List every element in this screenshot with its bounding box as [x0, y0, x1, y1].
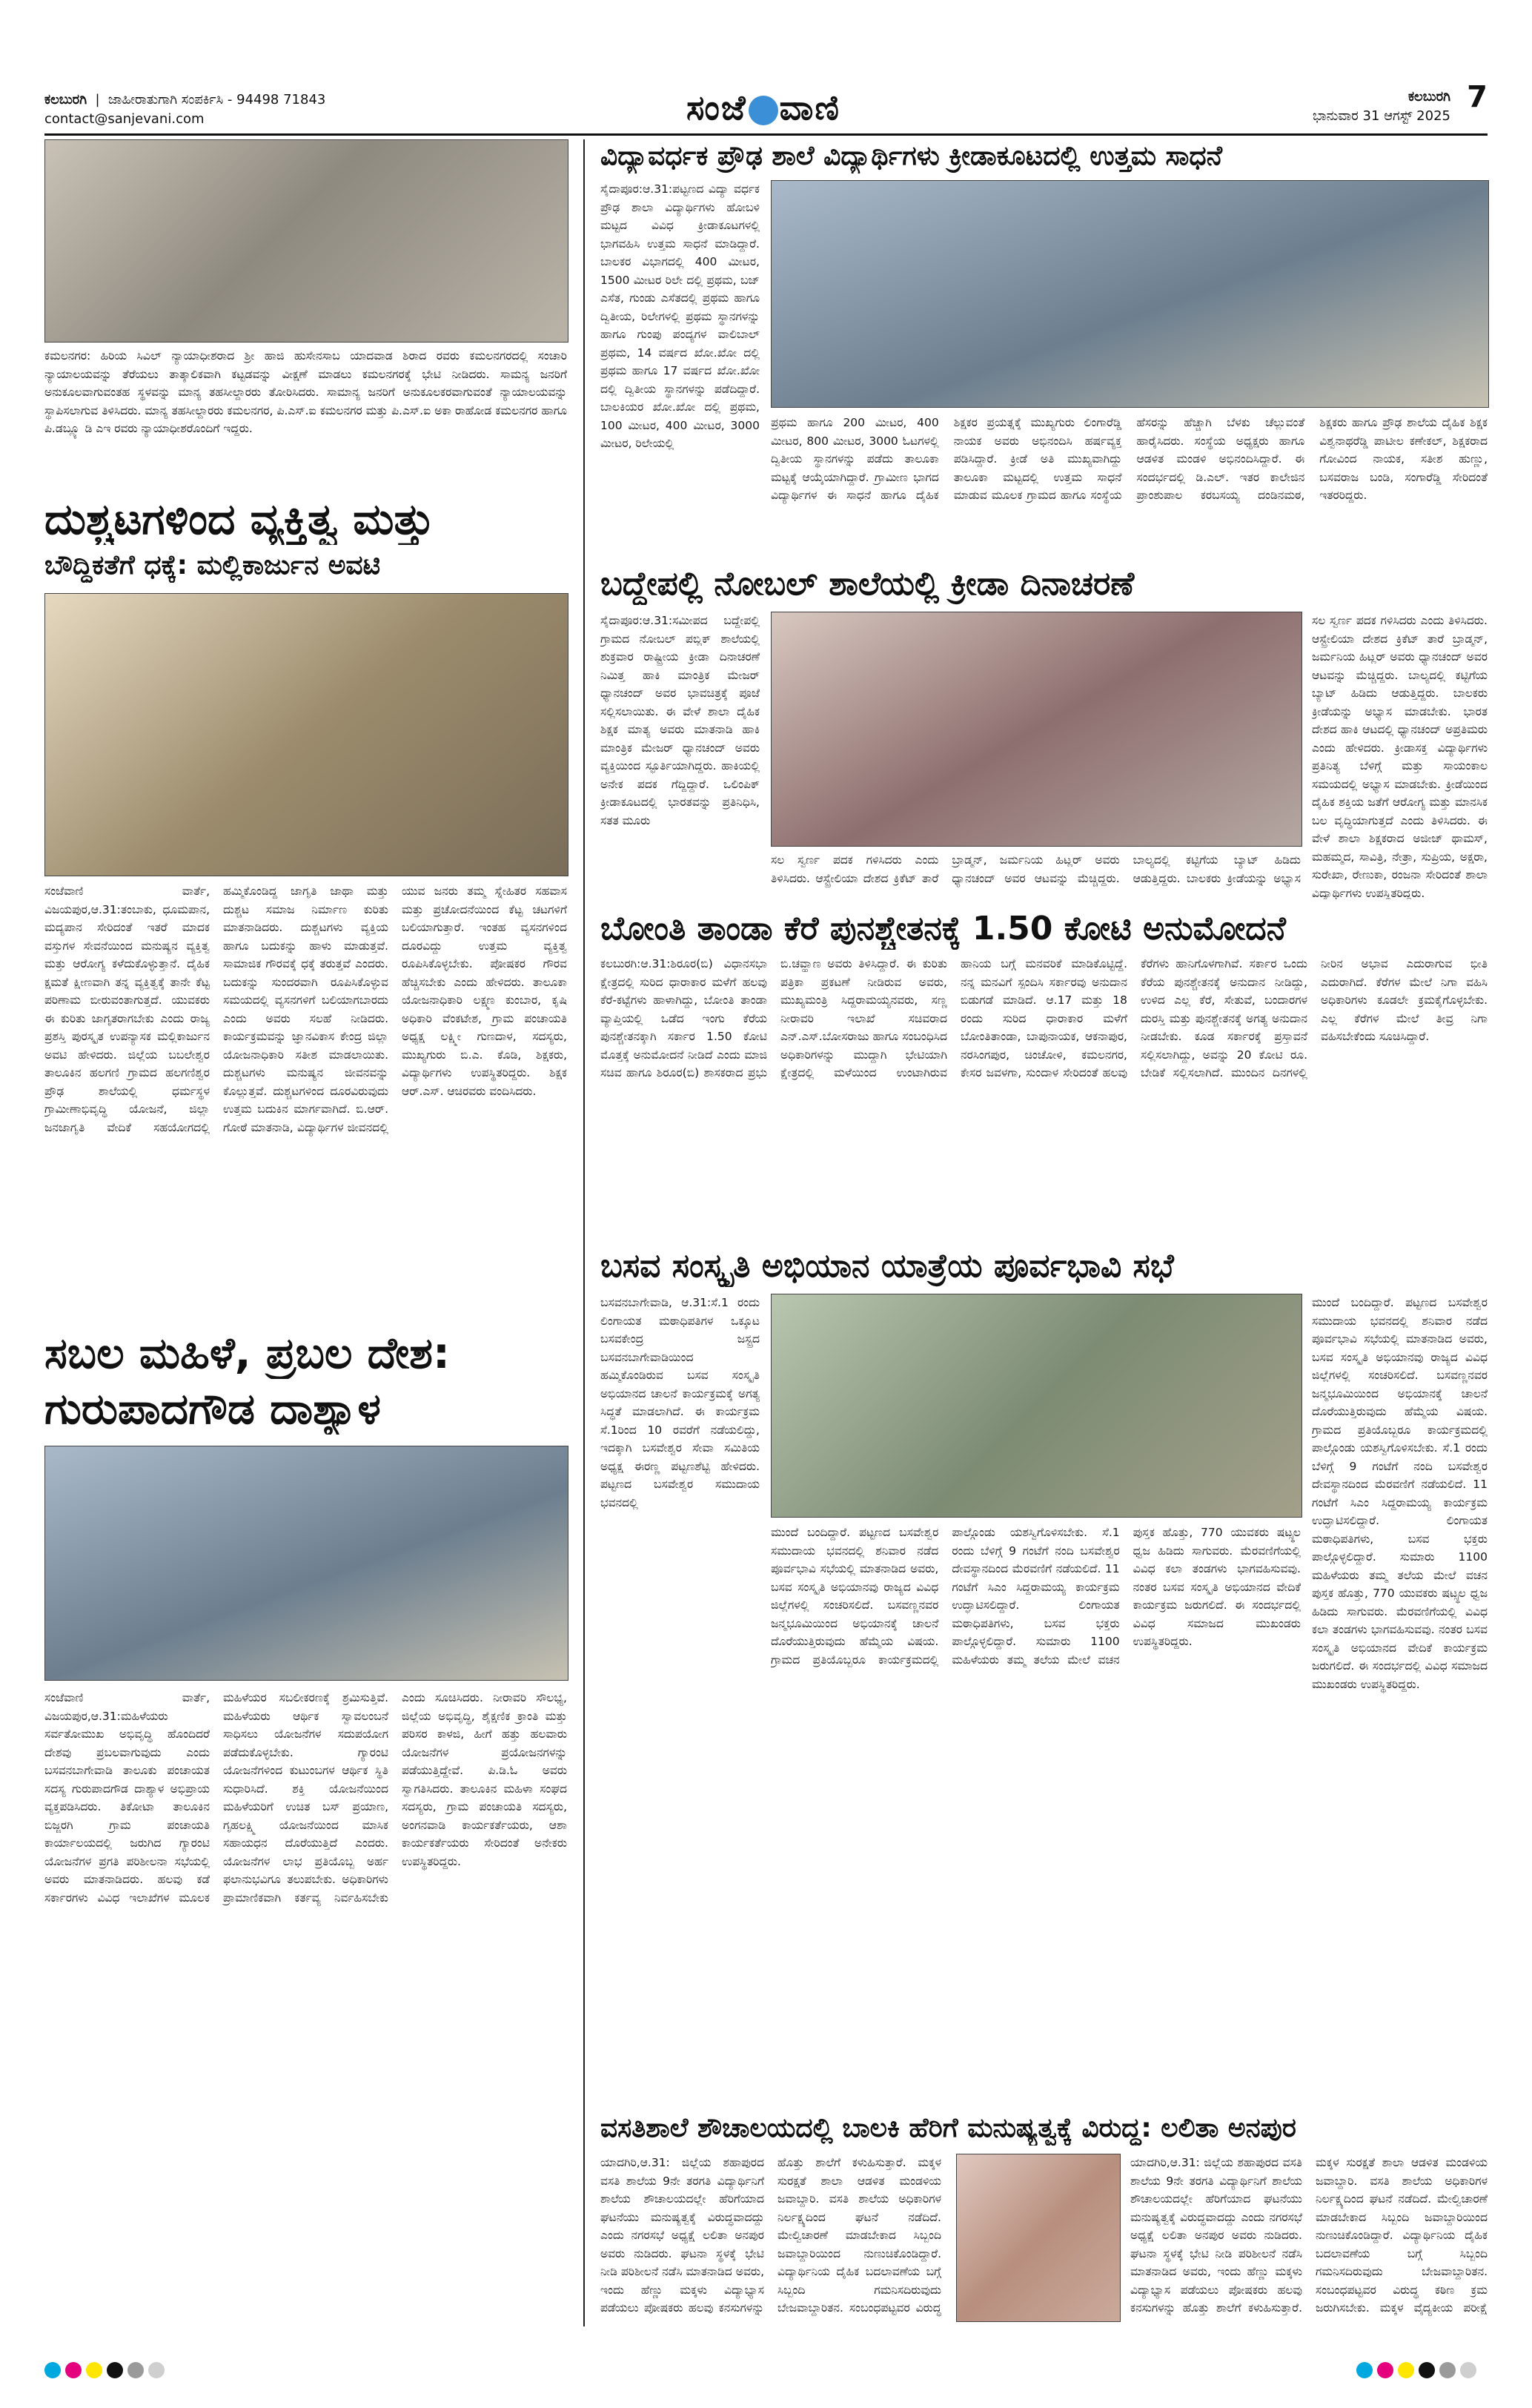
a1-headline: ವಿದ್ಯಾವರ್ಧಕ ಪ್ರೌಢ ಶಾಲೆ ವಿದ್ಯಾರ್ಥಿಗಳು ಕ್ರೀಡಾಕೂಟದಲ್ಲಿ ಉತ್ತಮ ಸಾಧನೆ [600, 141, 1223, 171]
masthead-logo [652, 87, 875, 139]
a4-body-side: ಸೈದಾಪೂರ:ಆ.31:ಸಮೀಪದ ಬದ್ದೇಪಲ್ಲಿ ಗ್ರಾಮದ ನೋಬಲ್ ಪಬ್ಲಿಕ್ ಶಾಲೆಯಲ್ಲಿ ಶುಕ್ರವಾರ ರಾಷ್ಟ್ರೀಯ ಕ್ರೀಡಾ ದಿನಾಚರಣೆ ನಿಮಿತ್ತ ಹಾಕಿ ಮಾಂತ್ರಿಕ ಮೇಜರ್ ಧ್ಯಾನಚಂದ್ ಅವರ ಭಾವಚಿತ್ರಕ್ಕೆ ಪೂಜೆ ಸಲ್ಲಿಸಲಾಯಿತು. ಈ ವೇಳೆ ಶಾಲಾ ದೈಹಿಕ ಶಿಕ್ಷಕ ಮಾತ್ಯ ಅವರು ಮಾತನಾಡಿ ಹಾಕಿ ಮಾಂತ್ರಿಕ ಮೇಜರ್ ಧ್ಯಾನಚಂದ್ ಅವರು ವ್ಯಕ್ತಿಯಿಂದ ಸ್ಫೂರ್ತಿಯಾಗಿದ್ದರು. ಹಾಕಿಯಲ್ಲಿ ಅನೇಕ ಪದಕ ಗೆದ್ದಿದ್ದಾರೆ. ಒಲಿಂಪಿಕ್ ಕ್ರೀಡಾಕೂಟದಲ್ಲಿ ಭಾರತವನ್ನು ಪ್ರತಿನಿಧಿಸಿ, ಸತತ ಮೂರು [600, 614, 760, 827]
a6-body: ಮುಂದೆ ಬಂದಿದ್ದಾರೆ. ಪಟ್ಟಣದ ಬಸವೇಶ್ವರ ಸಮುದಾಯ ಭವನದಲ್ಲಿ ಶನಿವಾರ ನಡೆದ ಪೂರ್ವಭಾವಿ ಸಭೆಯಲ್ಲಿ ಮಾತನಾಡಿದ ಅವರು, ಬಸವ ಸಂಸ್ಕೃತಿ ಅಭಿಯಾನವು ರಾಜ್ಯದ ವಿವಿಧ ಜಿಲ್ಲೆಗಳಲ್ಲಿ ಸಂಚರಿಸಲಿದೆ. ಬಸವಣ್ಣನವರ ಜನ್ಮಭೂಮಿಯಿಂದ ಅಭಿಯಾನಕ್ಕೆ ಚಾಲನೆ ದೊರೆಯುತ್ತಿರುವುದು ಹೆಮ್ಮೆಯ ವಿಷಯ. ಗ್ರಾಮದ ಪ್ರತಿಯೊಬ್ಬರೂ ಕಾರ್ಯಕ್ರಮದಲ್ಲಿ ಪಾಲ್ಗೊಂಡು ಯಶಸ್ವಿಗೊಳಿಸಬೇಕು. ಸೆ.1 ರಂದು ಬೆಳಿಗ್ಗೆ 9 ಗಂಟೆಗೆ ನಂದಿ ಬಸವೇಶ್ವರ ದೇವಸ್ಥಾನದಿಂದ ಮೆರವಣಿಗೆ ನಡೆಯಲಿದೆ. 11 ಗಂಟೆಗೆ ಸಿಎಂ ಸಿದ್ದರಾಮಯ್ಯ ಕಾರ್ಯಕ್ರಮ ಉದ್ಘಾಟಿಸಲಿದ್ದಾರೆ. ಲಿಂಗಾಯತ ಮಠಾಧಿಪತಿಗಳು, ಬಸವ ಭಕ್ತರು ಪಾಲ್ಗೊಳ್ಳಲಿದ್ದಾರೆ. ಸುಮಾರು 1100 ಮಹಿಳೆಯರು ತಮ್ಮ ತಲೆಯ ಮೇಲೆ ವಚನ ಪುಸ್ತಕ ಹೊತ್ತು, 770 ಯುವಕರು ಷಟ್ಸ್ಥಲ ಧ್ವಜ ಹಿಡಿದು ಸಾಗುವರು. ಮೆರವಣಿಗೆಯಲ್ಲಿ ವಿವಿಧ ಕಲಾ ತಂಡಗಳು ಭಾಗವಹಿಸುವವು. ನಂತರ ಬಸವ ಸಂಸ್ಕೃತಿ ಅಭಿಯಾನದ ವೇದಿಕೆ ಕಾರ್ಯಕ್ರಮ ಜರುಗಲಿದೆ. ಈ ಸಂದರ್ಭದಲ್ಲಿ ವಿವಿಧ ಸಮಾಜದ ಮುಖಂಡರು ಉಪಸ್ಥಿತರಿದ್ದರು. [771, 1526, 1301, 1667]
a5-body: ಕಲಬುರಗಿ:ಆ.31:ಶಿರೂರ(ಬಿ) ವಿಧಾನಸಭಾ ಕ್ಷೇತ್ರದಲ್ಲಿ ಸುರಿದ ಧಾರಾಕಾರ ಮಳೆಗೆ ಹಲವು ಕೆರೆ-ಕಟ್ಟೆಗಳು ಹಾಳಾಗಿದ್ದು, ಬೋಂತಿ ತಾಂಡಾ ವ್ಯಾಪ್ತಿಯಲ್ಲಿ ಒಡೆದ ಇಂಗು ಕೆರೆಯ ಪುನಶ್ಚೇತನಕ್ಕಾಗಿ ಸರ್ಕಾರ 1.50 ಕೋಟಿ ಮೊತ್ತಕ್ಕೆ ಅನುಮೋದನೆ ನೀಡಿದೆ ಎಂದು ಮಾಜಿ ಸಚಿವ ಹಾಗೂ ಶಿರೂರ(ಬಿ) ಶಾಸಕರಾದ ಪ್ರಭು ಬಿ.ಚವ್ಹಾಣ ಅವರು ತಿಳಿಸಿದ್ದಾರೆ. ಈ ಕುರಿತು ಪತ್ರಿಕಾ ಪ್ರಕಟಣೆ ನೀಡಿರುವ ಅವರು, ಮುಖ್ಯಮಂತ್ರಿ ಸಿದ್ದರಾಮಯ್ಯನವರು, ಸಣ್ಣ ನೀರಾವರಿ ಇಲಾಖೆ ಸಚಿವರಾದ ಎನ್.ಎಸ್.ಬೋಸರಾಜು ಹಾಗೂ ಸಂಬಂಧಿಸಿದ ಅಧಿಕಾರಿಗಳನ್ನು ಮುದ್ದಾಗಿ ಭೇಟಿಯಾಗಿ ಕ್ಷೇತ್ರದಲ್ಲಿ ಮಳೆಯಿಂದ ಉಂಟಾಗಿರುವ ಹಾನಿಯ ಬಗ್ಗೆ ಮನವರಿಕೆ ಮಾಡಿಕೊಟ್ಟಿದ್ದೆ. ನನ್ನ ಮನವಿಗೆ ಸ್ಪಂದಿಸಿ ಸರ್ಕಾರವು ಅನುದಾನ ಬಿಡುಗಡೆ ಮಾಡಿದೆ. ಆ.17 ಮತ್ತು 18 ರಂದು ಸುರಿದ ಧಾರಾಕಾರ ಮಳೆಗೆ ಬೋಂತಿತಾಂಡಾ, ಬಾಪುನಾಯಕ, ಆಕನಾಪುರ, ನರಸಿಂಗಪುರ, ಚಿಂಚೋಳಿ, ಕಮಲನಗರ, ಕೇಸರ ಜವಳಗಾ, ಸುಂದಾಳ ಸೇರಿದಂತೆ ಹಲವು ಕೆರೆಗಳು ಹಾನಿಗೊಳಗಾಗಿವೆ. ಸರ್ಕಾರ ಒಂದು ಕೆರೆಯ ಪುನಶ್ಚೇತನಕ್ಕೆ ಅನುದಾನ ನೀಡಿದ್ದು, ಉಳಿದ ಎಲ್ಲ ಕೆರೆ, ಸೇತುವೆ, ಬಂದಾರಗಳ ದುರಸ್ತಿ ಮತ್ತು ಪುನಶ್ಚೇತನಕ್ಕೆ ಅಗತ್ಯ ಅನುದಾನ ನೀಡಬೇಕು. ಕೂಡ ಸರ್ಕಾರಕ್ಕೆ ಪ್ರಸ್ತಾವನೆ ಸಲ್ಲಿಸಲಾಗಿದ್ದು, ಅವನ್ನು 20 ಕೋಟಿ ರೂ. ಬೇಡಿಕೆ ಸಲ್ಲಿಸಲಾಗಿದೆ. ಮುಂದಿನ ದಿನಗಳಲ್ಲಿ ನೀರಿನ ಅಭಾವ ಎದುರಾಗುವ ಭೀತಿ ಎದುರಾಗಿದೆ. ಕೆರೆಗಳ ಮೇಲೆ ನಿಗಾ ವಹಿಸಿ ಅಧಿಕಾರಿಗಳು ಕೂಡಲೇ ಕ್ರಮಕೈಗೊಳ್ಳಬೇಕು. ಎಲ್ಲ ಕೆರೆಗಳ ಮೇಲೆ ತೀವ್ರ ನಿಗಾ ವಹಿಸಬೇಕೆಂದು ಸೂಚಿಸಿದ್ದಾರೆ. [600, 957, 1488, 1079]
a3-headline-2: ಗುರುಪಾದಗೌಡ ದಾಶ್ಯಾಳ [44, 1383, 381, 1434]
black-dot-icon [1419, 2362, 1435, 2378]
a1-body: ಪ್ರಥಮ ಹಾಗೂ 200 ಮೀಟರ, 400 ಮೀಟರ, 800 ಮೀಟರ, 3000 ಓಟಗಳಲ್ಲಿ ದ್ವಿತೀಯ ಸ್ಥಾನಗಳನ್ನು ಪಡೆದು ತಾಲೂಕಾ ಮಟ್ಟಕ್ಕೆ ಆಯ್ಕೆಯಾಗಿದ್ದಾರೆ. ಗ್ರಾಮೀಣ ಭಾಗದ ವಿದ್ಯಾರ್ಥಿಗಳ ಈ ಸಾಧನೆ ಹಾಗೂ ದೈಹಿಕ ಶಿಕ್ಷಕರ ಪ್ರಯತ್ನಕ್ಕೆ ಮುಖ್ಯಗುರು ಲಿಂಗಾರೆಡ್ಡಿ ನಾಯಕ ಅವರು ಅಭಿನಂದಿಸಿ ಹರ್ಷವ್ಯಕ್ತ ಪಡಿಸಿದ್ದಾರೆ. ಕ್ರೀಡೆ ಅತಿ ಮುಖ್ಯವಾಗಿದ್ದು ತಾಲೂಕಾ ಮಟ್ಟದಲ್ಲಿ ಉತ್ತಮ ಸಾಧನೆ ಮಾಡುವ ಮೂಲಕ ಗ್ರಾಮದ ಹಾಗೂ ಸಂಸ್ಥೆಯ ಹೆಸರನ್ನು ಹೆಚ್ಚಾಗಿ ಬೆಳಕು ಚೆಲ್ಲುವಂತೆ ಹಾರೈಸಿದರು. ಸಂಸ್ಥೆಯ ಅಧ್ಯಕ್ಷರು ಹಾಗೂ ಆಡಳಿತ ಮಂಡಳಿ ಅಭಿನಂದಿಸಿದ್ದಾರೆ. ಈ ಸಂದರ್ಭದಲ್ಲಿ ಡಿ.ಎಲ್. ಇತರ ಕಾಲೇಜಿನ ಪ್ರಾಂಶುಪಾಲ ಕರಬಸಯ್ಯ ದಂಡಿನಮಠ, ಶಿಕ್ಷಕರು ಹಾಗೂ ಪ್ರೌಢ ಶಾಲೆಯ ದೈಹಿಕ ಶಿಕ್ಷಕ ವಿಶ್ವನಾಥರೆಡ್ಡಿ ಪಾಟೀಲ ಕಣೇಕಲ್, ಶಿಕ್ಷಕರಾದ ಗೋವಿಂದ ನಾಯಕ, ಸತೀಶ ಹುಣ್ಣು, ಬಸವರಾಜ ಬಂಡಿ, ಸಂಗಾರೆಡ್ಡಿ ಸೇರಿದಂತೆ ಇತರರಿದ್ದರು. [771, 416, 1488, 502]
ad-contact: ಜಾಹೀರಾತುಗಾಗಿ ಸಂಪರ್ಕಿಸಿ - 94498 71843 [108, 92, 326, 108]
magenta-dot-icon [1377, 2362, 1393, 2378]
a6-headline: ಬಸವ ಸಂಸ್ಕೃತಿ ಅಭಿಯಾನ ಯಾತ್ರೆಯ ಪೂರ್ವಭಾವಿ ಸಭೆ [600, 1247, 1174, 1285]
black-dot-icon [107, 2362, 123, 2378]
header-city: ಕಲಬುರಗಿ [44, 92, 87, 108]
issue-date: ಭಾನುವಾರ 31 ಆಗಸ್ಟ್ 2025 [1313, 108, 1450, 124]
a4-headline: ಬದ್ದೇಪಲ್ಲಿ ನೋಬಲ್ ಶಾಲೆಯಲ್ಲಿ ಕ್ರೀಡಾ ದಿನಾಚರಣೆ [600, 565, 1135, 603]
a5-headline: ಬೋಂತಿ ತಾಂಡಾ ಕೆರೆ ಪುನಶ್ಚೇತನಕ್ಕೆ 1.50 ಕೋಟಿ ಅನುಮೋದನೆ [600, 910, 1286, 947]
a2-headline-2: ಬೌದ್ಧಿಕತೆಗೆ ಧಕ್ಕೆ: ಮಲ್ಲಿಕಾರ್ಜುನ ಅವಟಿ [44, 550, 381, 580]
header-left: ಕಲಬುರಗಿ | ಜಾಹೀರಾತುಗಾಗಿ ಸಂಪರ್ಕಿಸಿ - 94498 71843 contact@sanjevani.com [44, 90, 325, 129]
magenta-dot-icon [65, 2362, 82, 2378]
a6-meeting-photo [771, 1294, 1302, 1518]
masthead-globe-icon [749, 96, 778, 125]
a3-review-meeting-photo [44, 1446, 568, 1681]
yellow-dot-icon [86, 2362, 102, 2378]
contact-email[interactable]: contact@sanjevani.com [44, 111, 205, 127]
page-number: 7 [1467, 80, 1488, 114]
registration-dots-right [1356, 2362, 1481, 2380]
a4-students-photo [771, 612, 1302, 847]
a2-lamp-lighting-photo [44, 593, 568, 876]
a6-body-side: ಬಸವನಬಾಗೇವಾಡಿ, ಆ.31:ಸೆ.1 ರಂದು ಲಿಂಗಾಯತ ಮಠಾಧಿಪತಿಗಳ ಒಕ್ಕೂಟ ಬಸವಕೇಂದ್ರ ಜಸ್ಟ್ರದ ಬಸವನಬಾಗೇವಾಡಿಯಿಂದ ಹಮ್ಮಿಕೊಂಡಿರುವ ಬಸವ ಸಂಸ್ಕೃತಿ ಅಭಿಯಾನದ ಚಾಲನೆ ಕಾರ್ಯಕ್ರಮಕ್ಕೆ ಅಗತ್ಯ ಸಿದ್ಧತೆ ಮಾಡಲಾಗಿದೆ. ಈ ಕಾರ್ಯಕ್ರಮ ಸೆ.1ರಿಂದ 10 ರವರೆಗೆ ನಡೆಯಲಿದ್ದು, ಇದಕ್ಕಾಗಿ ಬಸವೇಶ್ವರ ಸೇವಾ ಸಮಿತಿಯ ಅಧ್ಯಕ್ಷ ಈರಣ್ಣ ಪಟ್ಟಣಶೆಟ್ಟಿ ಹೇಳಿದರು. ಪಟ್ಟಣದ ಬಸವೇಶ್ವರ ಸಮುದಾಯ ಭವನದಲ್ಲಿ [600, 1296, 760, 1509]
registration-dots-left [44, 2362, 169, 2380]
light-dot-icon [1460, 2362, 1476, 2378]
header-right [1313, 80, 1488, 126]
a7-body-right: ಯಾದಗಿರಿ,ಆ.31: ಜಿಲ್ಲೆಯ ಶಹಾಪುರದ ವಸತಿ ಶಾಲೆಯ 9ನೇ ತರಗತಿ ವಿದ್ಯಾರ್ಥಿನಿಗೆ ಶಾಲೆಯ ಶೌಚಾಲಯದಲ್ಲೇ ಹೆರಿಗೆಯಾದ ಘಟನೆಯು ಮನುಷ್ಯತ್ವಕ್ಕೆ ವಿರುದ್ಧವಾದದ್ದು ಎಂದು ನಗರಸಭೆ ಅಧ್ಯಕ್ಷೆ ಲಲಿತಾ ಅನಪುರ ಅವರು ನುಡಿದರು. ಘಟನಾ ಸ್ಥಳಕ್ಕೆ ಭೇಟಿ ನೀಡಿ ಪರಿಶೀಲನೆ ನಡೆಸಿ ಮಾತನಾಡಿದ ಅವರು, ಇಂದು ಹೆಣ್ಣು ಮಕ್ಕಳು ವಿದ್ಯಾಭ್ಯಾಸ ಪಡೆಯಲು ಪೋಷಕರು ಹಲವು ಕನಸುಗಳನ್ನು ಹೊತ್ತು ಶಾಲೆಗೆ ಕಳುಹಿಸುತ್ತಾರೆ. ಮಕ್ಕಳ ಸುರಕ್ಷತೆ ಶಾಲಾ ಆಡಳಿತ ಮಂಡಳಿಯ ಜವಾಬ್ದಾರಿ. ವಸತಿ ಶಾಲೆಯ ಅಧಿಕಾರಿಗಳ ನಿರ್ಲಕ್ಷ್ಯದಿಂದ ಘಟನೆ ನಡೆದಿದೆ. ಮೇಲ್ವಿಚಾರಣೆ ಮಾಡಬೇಕಾದ ಸಿಬ್ಬಂದಿ ಜವಾಬ್ದಾರಿಯಿಂದ ನುಣುಚಿಕೊಂಡಿದ್ದಾರೆ. ವಿದ್ಯಾರ್ಥಿನಿಯ ದೈಹಿಕ ಬದಲಾವಣೆಯ ಬಗ್ಗೆ ಸಿಬ್ಬಂದಿ ಗಮನಿಸದಿರುವುದು ಬೇಜವಾಬ್ದಾರಿತನ. ಸಂಬಂಧಪಟ್ಟವರ ವಿರುದ್ಧ ಕಠಿಣ ಕ್ರಮ ಜರುಗಿಸಬೇಕು. ಮಕ್ಕಳ ವೈದ್ಯಕೀಯ ಪರೀಕ್ಷೆ [1130, 2156, 1488, 2315]
cyan-dot-icon [1356, 2362, 1373, 2378]
masthead-part-b: ವಾಣಿ [779, 87, 840, 128]
a4-body: ಸಲ ಸ್ವರ್ಣ ಪದಕ ಗಳಿಸಿದರು ಎಂದು ತಿಳಿಸಿದರು. ಆಸ್ಟ್ರೇಲಿಯಾ ದೇಶದ ಕ್ರಿಕೆಟ್ ತಾರೆ ಬ್ರಾಡ್ಮನ್, ಜರ್ಮನಿಯ ಹಿಟ್ಲರ್ ಅವರು ಧ್ಯಾನಚಂದ್ ಅವರ ಆಟವನ್ನು ಮೆಚ್ಚಿದ್ದರು. ಬಾಲ್ಯದಲ್ಲಿ ಕಟ್ಟಿಗೆಯ ಬ್ಯಾಟ್ ಹಿಡಿದು ಆಡುತ್ತಿದ್ದರು. ಬಾಲಕರು ಕ್ರೀಡೆಯನ್ನು ಅಭ್ಯಾಸ [771, 853, 1301, 885]
cyan-dot-icon [44, 2362, 61, 2378]
court-visit-caption: ಕಮಲನಗರ: ಹಿರಿಯ ಸಿವಿಲ್ ನ್ಯಾಯಾಧೀಶರಾದ ಶ್ರೀ ಹಾಜಿ ಹುಸೇನಸಾಬ ಯಾದವಾಡ ಶಿರಾದ ರವರು ಕಮಲನಗರದಲ್ಲಿ ಸಂಚಾರಿ ನ್ಯಾಯಾಲಯವನ್ನು ತೆರೆಯಲು ತಾತ್ಕಾಲಿಕವಾಗಿ ಕಟ್ಟಡವನ್ನು ವೀಕ್ಷಣೆ ಮಾಡಲು ಕಮಲನಗರಕ್ಕೆ ಭೇಟಿ ನೀಡಿದರು. ಸಾಮನ್ಯ ಜನರಿಗೆ ಅನುಕೂಲವಾಗುವಂತಹ ಸ್ಥಳವನ್ನು ಮಾನ್ಯ ತಹಸೀಲ್ದಾರರು ತೋರಿಸಿದರು. ಸಾಮಾನ್ಯ ಜನರಿಗೆ ಅನುಕೂಲಕರವಾಗುವಂತೆ ನ್ಯಾಯಾಲಯವನ್ನು ಸ್ಥಾಪಿಸಲಾಗುವ ತಿಳಿಸಿದರು. ಮಾನ್ಯ ತಹಸೀಲ್ದಾರರು ಕಮಲನಗರ, ಪಿ.ಎಸ್.ಐ ಕಮಲನಗರ ಮತ್ತು ಪಿ.ಎಸ್.ಐ ಅಕಾ ರಾಹೋಡ ಕಮಲನಗರ ಹಾಗೂ ಪಿ.ಡಬ್ಲ್ಯೂ ಡಿ ಎಇ ರವರು ನ್ಯಾಯಾಧೀಶರೊಂದಿಗೆ ಇದ್ದರು. [44, 349, 567, 435]
a6-body-right: ಮುಂದೆ ಬಂದಿದ್ದಾರೆ. ಪಟ್ಟಣದ ಬಸವೇಶ್ವರ ಸಮುದಾಯ ಭವನದಲ್ಲಿ ಶನಿವಾರ ನಡೆದ ಪೂರ್ವಭಾವಿ ಸಭೆಯಲ್ಲಿ ಮಾತನಾಡಿದ ಅವರು, ಬಸವ ಸಂಸ್ಕೃತಿ ಅಭಿಯಾನವು ರಾಜ್ಯದ ವಿವಿಧ ಜಿಲ್ಲೆಗಳಲ್ಲಿ ಸಂಚರಿಸಲಿದೆ. ಬಸವಣ್ಣನವರ ಜನ್ಮಭೂಮಿಯಿಂದ ಅಭಿಯಾನಕ್ಕೆ ಚಾಲನೆ ದೊರೆಯುತ್ತಿರುವುದು ಹೆಮ್ಮೆಯ ವಿಷಯ. ಗ್ರಾಮದ ಪ್ರತಿಯೊಬ್ಬರೂ ಕಾರ್ಯಕ್ರಮದಲ್ಲಿ ಪಾಲ್ಗೊಂಡು ಯಶಸ್ವಿಗೊಳಿಸಬೇಕು. ಸೆ.1 ರಂದು ಬೆಳಿಗ್ಗೆ 9 ಗಂಟೆಗೆ ನಂದಿ ಬಸವೇಶ್ವರ ದೇವಸ್ಥಾನದಿಂದ ಮೆರವಣಿಗೆ ನಡೆಯಲಿದೆ. 11 ಗಂಟೆಗೆ ಸಿಎಂ ಸಿದ್ದರಾಮಯ್ಯ ಕಾರ್ಯಕ್ರಮ ಉದ್ಘಾಟಿಸಲಿದ್ದಾರೆ. ಲಿಂಗಾಯತ ಮಠಾಧಿಪತಿಗಳು, ಬಸವ ಭಕ್ತರು ಪಾಲ್ಗೊಳ್ಳಲಿದ್ದಾರೆ. ಸುಮಾರು 1100 ಮಹಿಳೆಯರು ತಮ್ಮ ತಲೆಯ ಮೇಲೆ ವಚನ ಪುಸ್ತಕ ಹೊತ್ತು, 770 ಯುವಕರು ಷಟ್ಸ್ಥಲ ಧ್ವಜ ಹಿಡಿದು ಸಾಗುವರು. ಮೆರವಣಿಗೆಯಲ್ಲಿ ವಿವಿಧ ಕಲಾ ತಂಡಗಳು ಭಾಗವಹಿಸುವವು. ನಂತರ ಬಸವ ಸಂಸ್ಕೃತಿ ಅಭಿಯಾನದ ವೇದಿಕೆ ಕಾರ್ಯಕ್ರಮ ಜರುಗಲಿದೆ. ಈ ಸಂದರ್ಭದಲ್ಲಿ ವಿವಿಧ ಸಮಾಜದ ಮುಖಂಡರು ಉಪಸ್ಥಿತರಿದ್ದರು. [1312, 1296, 1488, 1691]
a1-students-photo [771, 180, 1489, 408]
a2-headline-1: ದುಶ್ಚಟಗಳಿಂದ ವ್ಯಕ್ತಿತ್ವ ಮತ್ತು [44, 494, 434, 544]
grey-dot-icon [1439, 2362, 1456, 2378]
header-right-city: ಕಲಬುರಗಿ [1407, 89, 1450, 105]
a4-body-right: ಸಲ ಸ್ವರ್ಣ ಪದಕ ಗಳಿಸಿದರು ಎಂದು ತಿಳಿಸಿದರು. ಆಸ್ಟ್ರೇಲಿಯಾ ದೇಶದ ಕ್ರಿಕೆಟ್ ತಾರೆ ಬ್ರಾಡ್ಮನ್, ಜರ್ಮನಿಯ ಹಿಟ್ಲರ್ ಅವರು ಧ್ಯಾನಚಂದ್ ಅವರ ಆಟವನ್ನು ಮೆಚ್ಚಿದ್ದರು. ಬಾಲ್ಯದಲ್ಲಿ ಕಟ್ಟಿಗೆಯ ಬ್ಯಾಟ್ ಹಿಡಿದು ಆಡುತ್ತಿದ್ದರು. ಬಾಲಕರು ಕ್ರೀಡೆಯನ್ನು ಅಭ್ಯಾಸ ಮಾಡಬೇಕು. ಭಾರತ ದೇಶದ ಹಾಕಿ ಆಟದಲ್ಲಿ ಧ್ಯಾನಚಂದ್ ಅಪ್ರತಿಮರು ಎಂದು ಹೇಳಿದರು. ಕ್ರೀಡಾಸಕ್ತ ವಿದ್ಯಾರ್ಥಿಗಳು ಪ್ರತಿನಿತ್ಯ ಬೆಳಿಗ್ಗೆ ಮತ್ತು ಸಾಯಂಕಾಲ ಸಮಯದಲ್ಲಿ ಅಭ್ಯಾಸ ಮಾಡಬೇಕು. ಕ್ರೀಡೆಯಿಂದ ದೈಹಿಕ ಶಕ್ತಿಯ ಜತೆಗೆ ಆರೋಗ್ಯ ಮತ್ತು ಮಾನಸಿಕ ಬಲ ವೃದ್ಧಿಯಾಗುತ್ತದೆ ಎಂದು ತಿಳಿಸಿದರು. ಈ ವೇಳೆ ಶಾಲಾ ಶಿಕ್ಷಕರಾದ ಅಜೀಜ್ ಥಾಮಸ್, ಮಹಮ್ಮದ, ಸಾವಿತ್ರಿ, ನೇತ್ರಾ, ಸುಪ್ರಿಯ, ಅಕ್ಷರಾ, ಸುರೇಖಾ, ರೇಣುಕಾ, ರಂಜನಾ ಸೇರಿದಂತೆ ಶಾಲಾ ವಿದ್ಯಾರ್ಥಿಗಳು ಉಪಸ್ಥಿತರಿದ್ದರು. [1312, 614, 1488, 899]
a7-body: ಯಾದಗಿರಿ,ಆ.31: ಜಿಲ್ಲೆಯ ಶಹಾಪುರದ ವಸತಿ ಶಾಲೆಯ 9ನೇ ತರಗತಿ ವಿದ್ಯಾರ್ಥಿನಿಗೆ ಶಾಲೆಯ ಶೌಚಾಲಯದಲ್ಲೇ ಹೆರಿಗೆಯಾದ ಘಟನೆಯು ಮನುಷ್ಯತ್ವಕ್ಕೆ ವಿರುದ್ಧವಾದದ್ದು ಎಂದು ನಗರಸಭೆ ಅಧ್ಯಕ್ಷೆ ಲಲಿತಾ ಅನಪುರ ಅವರು ನುಡಿದರು. ಘಟನಾ ಸ್ಥಳಕ್ಕೆ ಭೇಟಿ ನೀಡಿ ಪರಿಶೀಲನೆ ನಡೆಸಿ ಮಾತನಾಡಿದ ಅವರು, ಇಂದು ಹೆಣ್ಣು ಮಕ್ಕಳು ವಿದ್ಯಾಭ್ಯಾಸ ಪಡೆಯಲು ಪೋಷಕರು ಹಲವು ಕನಸುಗಳನ್ನು ಹೊತ್ತು ಶಾಲೆಗೆ ಕಳುಹಿಸುತ್ತಾರೆ. ಮಕ್ಕಳ ಸುರಕ್ಷತೆ ಶಾಲಾ ಆಡಳಿತ ಮಂಡಳಿಯ ಜವಾಬ್ದಾರಿ. ವಸತಿ ಶಾಲೆಯ ಅಧಿಕಾರಿಗಳ ನಿರ್ಲಕ್ಷ್ಯದಿಂದ ಘಟನೆ ನಡೆದಿದೆ. ಮೇಲ್ವಿಚಾರಣೆ ಮಾಡಬೇಕಾದ ಸಿಬ್ಬಂದಿ ಜವಾಬ್ದಾರಿಯಿಂದ ನುಣುಚಿಕೊಂಡಿದ್ದಾರೆ. ವಿದ್ಯಾರ್ಥಿನಿಯ ದೈಹಿಕ ಬದಲಾವಣೆಯ ಬಗ್ಗೆ ಸಿಬ್ಬಂದಿ ಗಮನಿಸದಿರುವುದು ಬೇಜವಾಬ್ದಾರಿತನ. ಸಂಬಂಧಪಟ್ಟವರ ವಿರುದ್ಧ [600, 2156, 941, 2315]
column-divider [583, 139, 585, 2326]
court-visit-photo [44, 139, 568, 343]
a1-body-side: ಸೈದಾಪೂರ:ಆ.31:ಪಟ್ಟಣದ ವಿದ್ಯಾ ವರ್ಧಕ ಪ್ರೌಢ ಶಾಲಾ ವಿದ್ಯಾರ್ಥಿಗಳು ಹೋಬಳಿ ಮಟ್ಟದ ವಿವಿಧ ಕ್ರೀಡಾಕೂಟಗಳಲ್ಲಿ ಭಾಗವಹಿಸಿ ಉತ್ತಮ ಸಾಧನೆ ಮಾಡಿದ್ದಾರೆ. ಬಾಲಕರ ವಿಭಾಗದಲ್ಲಿ 400 ಮೀಟರ, 1500 ಮೀಟರ ರಿಲೇ ದಲ್ಲಿ ಪ್ರಥಮ, ಬಜ್ ಎಸೆತ, ಗುಂಡು ಎಸೆತದಲ್ಲಿ ಪ್ರಥಮ ಹಾಗೂ ದ್ವಿತೀಯ, ರಿಲೇಗಳಲ್ಲಿ ಪ್ರಥಮ ಸ್ಥಾನಗಳನ್ನು ಹಾಗೂ ಗುಂಪು ಪಂದ್ಯಗಳ ವಾಲಿಬಾಲ್ ಪ್ರಥಮ, 14 ವರ್ಷದ ಖೋ.ಖೋ ದಲ್ಲಿ ಪ್ರಥಮ ಹಾಗೂ 17 ವರ್ಷದ ಖೋ.ಖೋ ದಲ್ಲಿ ದ್ವಿತೀಯ ಸ್ಥಾನಗಳನ್ನು ಪಡೆದಿದ್ದಾರೆ. ಬಾಲಕಿಯರ ಖೋ.ಖೋ ದಲ್ಲಿ ಪ್ರಥಮ, 100 ಮೀಟರ, 400 ಮೀಟರ, 3000 ಮೀಟರ, ರಿಲೇಯಲ್ಲಿ [600, 182, 760, 450]
grey-dot-icon [127, 2362, 144, 2378]
light-dot-icon [148, 2362, 165, 2378]
yellow-dot-icon [1398, 2362, 1414, 2378]
masthead-part-a: ಸಂಜೆ [686, 87, 747, 128]
header-rule [44, 133, 1488, 136]
a3-headline-1: ಸಬಲ ಮಹಿಳೆ, ಪ್ರಬಲ ದೇಶ: [44, 1328, 451, 1378]
a7-portrait-photo [956, 2154, 1121, 2322]
a7-headline: ವಸತಿಶಾಲೆ ಶೌಚಾಲಯದಲ್ಲಿ ಬಾಲಕಿ ಹೆರಿಗೆ ಮನುಷ್ಯತ್ವಕ್ಕೆ ವಿರುದ್ಧ: ಲಲಿತಾ ಅನಪುರ [600, 2113, 1296, 2143]
a3-body: ಸಂಜೆವಾಣಿ ವಾರ್ತೆ, ವಿಜಯಪುರ,ಆ.31:ಮಹಿಳೆಯರು ಸರ್ವತೋಮುಖ ಅಭಿವೃದ್ಧಿ ಹೊಂದಿದರೆ ದೇಶವು ಪ್ರಬಲವಾಗುವುದು ಎಂದು ಬಸವನಬಾಗೇವಾಡಿ ತಾಲೂಕು ಪಂಚಾಯತ ಸದಸ್ಯ ಗುರುಪಾದಗೌಡ ದಾಶ್ಯಾಳ ಅಭಿಪ್ರಾಯ ವ್ಯಕ್ತಪಡಿಸಿದರು. ತಿಕೋಟಾ ತಾಲೂಕಿನ ಬಿಜ್ಜರಗಿ ಗ್ರಾಮ ಪಂಚಾಯತಿ ಕಾರ್ಯಾಲಯದಲ್ಲಿ ಜರುಗಿದ ಗ್ಯಾರಂಟಿ ಯೋಜನೆಗಳ ಪ್ರಗತಿ ಪರಿಶೀಲನಾ ಸಭೆಯಲ್ಲಿ ಅವರು ಮಾತನಾಡಿದರು. ಹಲವು ಕಡೆ ಸರ್ಕಾರಗಳು ವಿವಿಧ ಇಲಾಖೆಗಳ ಮೂಲಕ ಮಹಿಳೆಯರ ಸಬಲೀಕರಣಕ್ಕೆ ಶ್ರಮಿಸುತ್ತಿವೆ. ಮಹಿಳೆಯರು ಆರ್ಥಿಕ ಸ್ವಾವಲಂಬನೆ ಸಾಧಿಸಲು ಯೋಜನೆಗಳ ಸದುಪಯೋಗ ಪಡೆದುಕೊಳ್ಳಬೇಕು. ಗ್ಯಾರಂಟಿ ಯೋಜನೆಗಳಿಂದ ಕುಟುಂಬಗಳ ಆರ್ಥಿಕ ಸ್ಥಿತಿ ಸುಧಾರಿಸಿದೆ. ಶಕ್ತಿ ಯೋಜನೆಯಿಂದ ಮಹಿಳೆಯರಿಗೆ ಉಚಿತ ಬಸ್ ಪ್ರಯಾಣ, ಗೃಹಲಕ್ಷ್ಮಿ ಯೋಜನೆಯಿಂದ ಮಾಸಿಕ ಸಹಾಯಧನ ದೊರೆಯುತ್ತಿದೆ ಎಂದರು. ಯೋಜನೆಗಳ ಲಾಭ ಪ್ರತಿಯೊಬ್ಬ ಅರ್ಹ ಫಲಾನುಭವಿಗೂ ತಲುಪಬೇಕು. ಅಧಿಕಾರಿಗಳು ಪ್ರಾಮಾಣಿಕವಾಗಿ ಕರ್ತವ್ಯ ನಿರ್ವಹಿಸಬೇಕು ಎಂದು ಸೂಚಿಸಿದರು. ನೀರಾವರಿ ಸೌಲಭ್ಯ, ಜಿಲ್ಲೆಯ ಅಭಿವೃದ್ಧಿ, ಶೈಕ್ಷಣಿಕ ಕ್ರಾಂತಿ ಮತ್ತು ಪರಿಸರ ಕಾಳಜಿ, ಹೀಗೆ ಹತ್ತು ಹಲವಾರು ಯೋಜನೆಗಳ ಪ್ರಯೋಜನಗಳನ್ನು ಪಡೆಯುತ್ತಿದ್ದೇವೆ. ಪಿ.ಡಿ.ಓ ಅವರು ಸ್ವಾಗತಿಸಿದರು. ತಾಲೂಕಿನ ಮಹಿಳಾ ಸಂಘದ ಸದಸ್ಯರು, ಗ್ರಾಮ ಪಂಚಾಯತಿ ಸದಸ್ಯರು, ಅಂಗನವಾಡಿ ಕಾರ್ಯಕರ್ತೆಯರು, ಆಶಾ ಕಾರ್ಯಕರ್ತೆಯರು ಸೇರಿದಂತೆ ಅನೇಕರು ಉಪಸ್ಥಿತರಿದ್ದರು. [44, 1691, 567, 1905]
a2-body: ಸಂಜೆವಾಣಿ ವಾರ್ತೆ, ವಿಜಯಪುರ,ಆ.31:ತಂಬಾಕು, ಧೂಮಪಾನ, ಮದ್ಯಪಾನ ಸೇರಿದಂತೆ ಇತರೆ ಮಾದಕ ವಸ್ತುಗಳ ಸೇವನೆಯಿಂದ ಮನುಷ್ಯನ ವ್ಯಕ್ತಿತ್ವ ಮತ್ತು ಆರೋಗ್ಯ ಕಳೆದುಕೊಳ್ಳುತ್ತಾನೆ. ದೈಹಿಕ ಕ್ಷಮತೆ ಕ್ಷೀಣವಾಗಿ ತನ್ನ ವ್ಯಕ್ತಿತ್ವಕ್ಕೆ ತಾನೇ ಕೆಟ್ಟ ಪರಿಣಾಮ ಬೀರುವಂತಾಗುತ್ತದೆ. ಯುವಕರು ಈ ಕುರಿತು ಜಾಗೃತರಾಗಬೇಕು ಎಂದು ರಾಜ್ಯ ಪ್ರಶಸ್ತಿ ಪುರಸ್ಕೃತ ಉಪನ್ಯಾಸಕ ಮಲ್ಲಿಕಾರ್ಜುನ ಅವಟಿ ಹೇಳಿದರು. ಜಿಲ್ಲೆಯ ಬಬಲೇಶ್ವರ ತಾಲೂಕಿನ ಹಲಗಣಿ ಗ್ರಾಮದ ಹಲಗಣಿಶ್ವರ ಪ್ರೌಢ ಶಾಲೆಯಲ್ಲಿ ಧರ್ಮಸ್ಥಳ ಗ್ರಾಮೀಣಾಭಿವೃದ್ಧಿ ಯೋಜನೆ, ಜಿಲ್ಲಾ ಜನಜಾಗೃತಿ ವೇದಿಕೆ ಸಹಯೋಗದಲ್ಲಿ ಹಮ್ಮಿಕೊಂಡಿದ್ದ ಜಾಗೃತಿ ಜಾಥಾ ಮತ್ತು ದುಶ್ಚಟ ಸಮಾಜ ನಿರ್ಮಾಣ ಕುರಿತು ಮಾತನಾಡಿದರು. ದುಶ್ಚಟಗಳು ವ್ಯಕ್ತಿಯ ಹಾಗೂ ಬದುಕನ್ನು ಹಾಳು ಮಾಡುತ್ತವೆ. ಸಾಮಾಜಿಕ ಗೌರವಕ್ಕೆ ಧಕ್ಕೆ ತರುತ್ತವೆ ಎಂದರು. ಬದುಕನ್ನು ಸುಂದರವಾಗಿ ರೂಪಿಸಿಕೊಳ್ಳುವ ಸಮಯದಲ್ಲಿ ವ್ಯಸನಗಳಿಗೆ ಬಲಿಯಾಗಬಾರದು ಎಂದು ಅವರು ಸಲಹೆ ನೀಡಿದರು. ಕಾರ್ಯಕ್ರಮವನ್ನು ಜ್ಞಾನವಿಕಾಸ ಕೇಂದ್ರ ಜಿಲ್ಲಾ ಯೋಜನಾಧಿಕಾರಿ ಸತೀಶ ಮಾಡಲಾಯಿತು. ದುಶ್ಚಟಗಳು ಮನುಷ್ಯನ ಜೀವನವನ್ನು ಕೊಲ್ಲುತ್ತವೆ. ದುಶ್ಚಟಗಳಿಂದ ದೂರವಿರುವುದು ಉತ್ತಮ ಬದುಕಿನ ಮಾರ್ಗವಾಗಿದೆ. ಬಿ.ಆರ್. ಗೋಠೆ ಮಾತನಾಡಿ, ವಿದ್ಯಾರ್ಥಿಗಳ ಜೀವನದಲ್ಲಿ ಯುವ ಜನರು ತಮ್ಮ ಸ್ನೇಹಿತರ ಸಹವಾಸ ಮತ್ತು ಪ್ರಚೋದನೆಯಿಂದ ಕೆಟ್ಟ ಚಟಗಳಿಗೆ ಬಲಿಯಾಗುತ್ತಾರೆ. ಇಂತಹ ವ್ಯಸನಗಳಿಂದ ದೂರವಿದ್ದು ಉತ್ತಮ ವ್ಯಕ್ತಿತ್ವ ರೂಪಿಸಿಕೊಳ್ಳಬೇಕು. ಪೋಷಕರ ಗೌರವ ಹೆಚ್ಚಿಸಬೇಕು ಎಂದು ಹೇಳಿದರು. ತಾಲೂಕಾ ಯೋಜನಾಧಿಕಾರಿ ಲಕ್ಷ್ಮಣ ಕುಂಬಾರ, ಕೃಷಿ ಅಧಿಕಾರಿ ವೆಂಕಟೇಶ, ಗ್ರಾಮ ಪಂಚಾಯತಿ ಅಧ್ಯಕ್ಷ ಲಕ್ಷ್ಮೀ ಗುಣದಾಳ, ಸದಸ್ಯರು, ಮುಖ್ಯಗುರು ಬಿ.ಎ. ಕೊಡಿ, ಶಿಕ್ಷಕರು, ವಿದ್ಯಾರ್ಥಿಗಳು ಉಪಸ್ಥಿತರಿದ್ದರು. ಶಿಕ್ಷಕ ಆರ್.ಎಸ್. ಆಚಿರವರು ವಂದಿಸಿದರು. [44, 884, 567, 1134]
